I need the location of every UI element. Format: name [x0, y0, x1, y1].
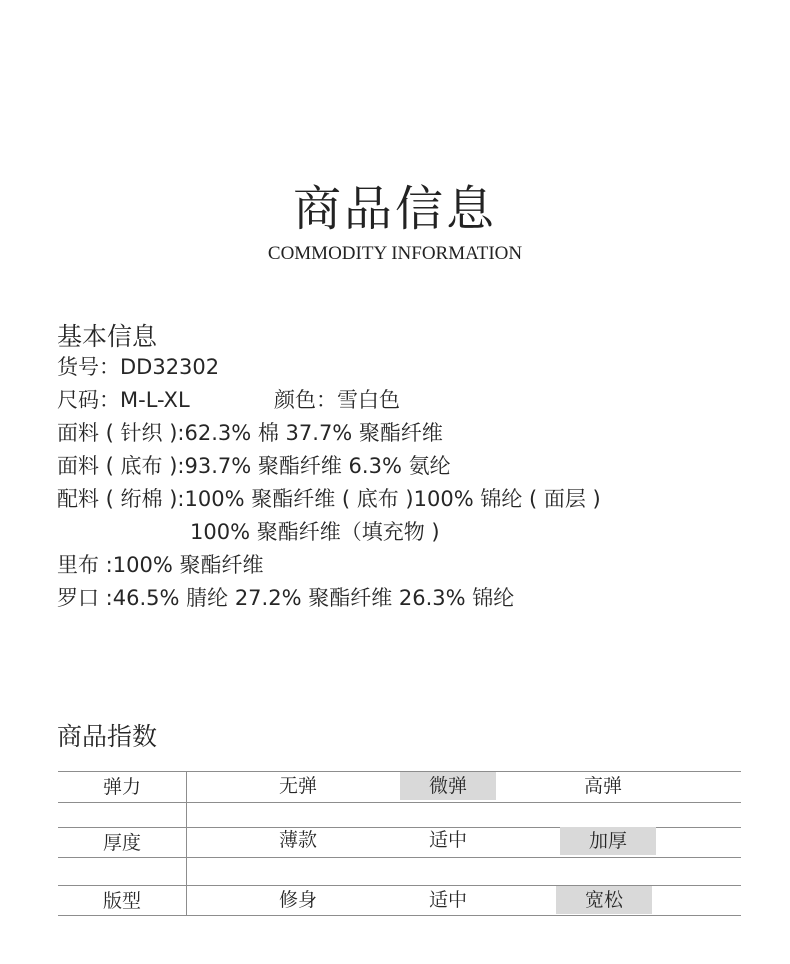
- basic-info-title: 基本信息: [57, 322, 158, 351]
- index-option: 高弹: [583, 775, 622, 797]
- item-number: 货号：DD32302: [57, 355, 220, 379]
- size-info: 尺码：M-L-XL: [57, 388, 190, 412]
- index-label-thickness: 厚度: [102, 832, 141, 854]
- page-header: [0, 178, 790, 266]
- table-column-divider: [186, 771, 187, 916]
- table-divider: [58, 915, 741, 916]
- page-subtitle: COMMODITY INFORMATION: [267, 243, 523, 264]
- color-info: 颜色：雪白色: [274, 388, 400, 412]
- lining-info: 里布 :100% 聚酯纤维: [57, 553, 264, 577]
- index-option: 修身: [278, 889, 317, 911]
- product-index-title: 商品指数: [57, 722, 158, 751]
- fabric-base: 面料 ( 底布 ):93.7% 聚酯纤维 6.3% 氨纶: [57, 454, 451, 478]
- index-option-selected: 加厚: [560, 827, 656, 855]
- index-option-selected: 微弹: [400, 772, 496, 800]
- index-option: 薄款: [278, 829, 317, 851]
- index-label-elasticity: 弹力: [102, 776, 141, 798]
- size-color-row: [57, 384, 400, 417]
- index-option-selected: 宽松: [556, 886, 652, 914]
- page-title: 商品信息: [292, 181, 497, 237]
- rib-info: 罗口 :46.5% 腈纶 27.2% 聚酯纤维 26.3% 锦纶: [57, 586, 515, 610]
- table-divider: [58, 802, 741, 803]
- accessory-line-1: 配料 ( 绗棉 ):100% 聚酯纤维 ( 底布 )100% 锦纶 ( 面层 ): [57, 487, 601, 511]
- table-divider: [58, 857, 741, 858]
- accessory-line-2: 100% 聚酯纤维（填充物 ): [190, 520, 440, 544]
- index-option: 适中: [428, 829, 467, 851]
- index-option: 无弹: [278, 775, 317, 797]
- fabric-knit: 面料 ( 针织 ):62.3% 棉 37.7% 聚酯纤维: [57, 421, 443, 445]
- product-index-table: [58, 771, 741, 916]
- index-label-fit: 版型: [102, 890, 141, 912]
- index-option: 适中: [428, 889, 467, 911]
